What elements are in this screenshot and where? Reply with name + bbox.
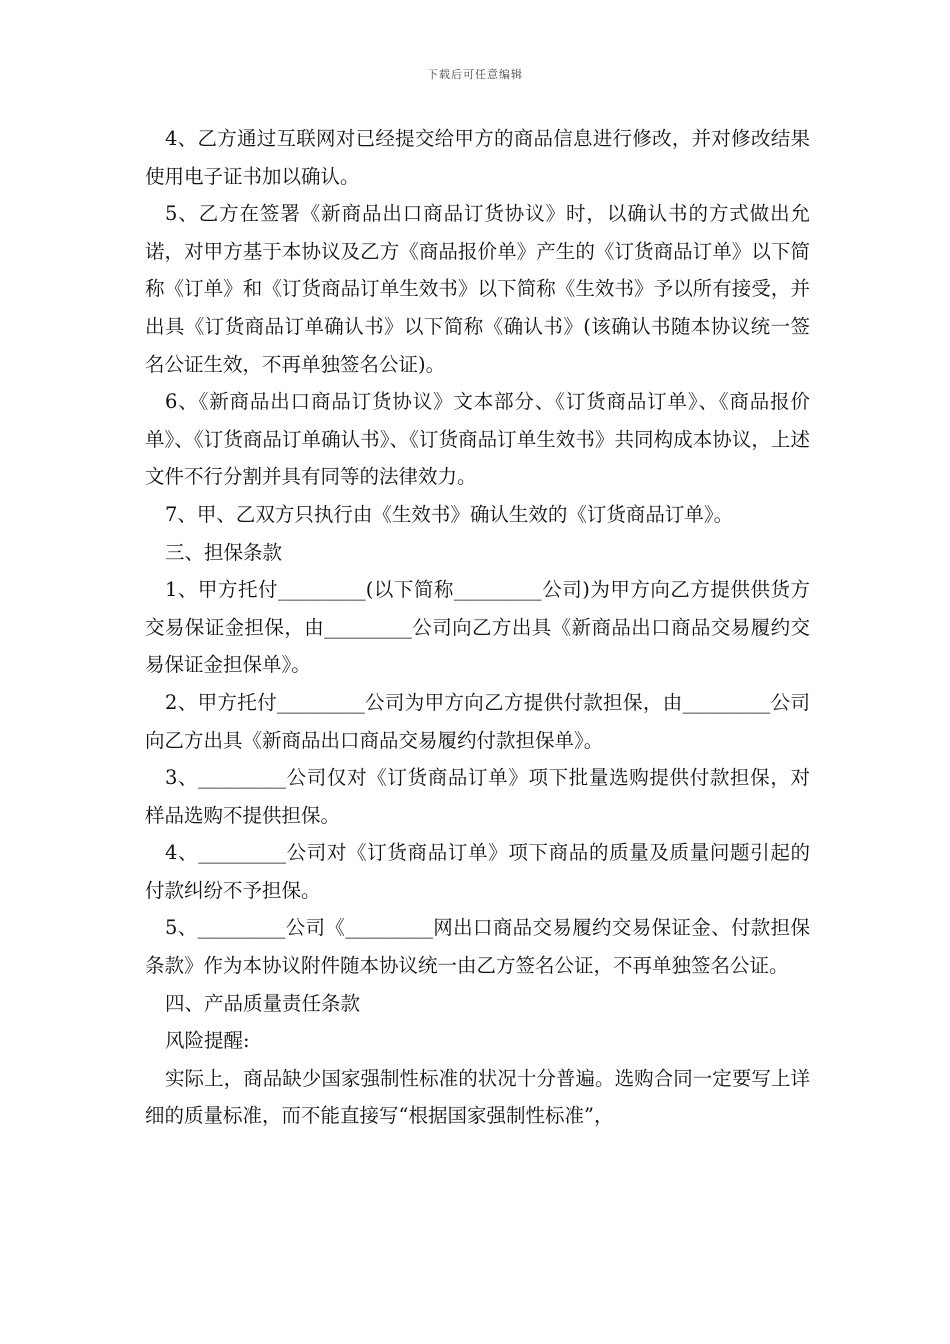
page-header: 下载后可任意编辑: [427, 68, 523, 81]
risk-reminder-label: 风险提醒:: [165, 1029, 250, 1053]
section-heading-quality: 四、产品质量责任条款: [165, 991, 361, 1015]
paragraph-item-4: 4、乙方通过互联网对已经提交给甲方的商品信息进行修改，并对修改结果使用电子证书加以确认。: [145, 127, 810, 188]
paragraph-risk-detail: 实际上，商品缺少国家强制性标准的状况十分普遍。选购合同一定要写上详细的质量标准，而不能直接写“根据国家强制性标准”，: [145, 1066, 810, 1128]
paragraph-guarantee-5: 5、_________公司《_________网出口商品交易履约交易保证金、付款担保条款》作为本协议附件随本协议统一由乙方签名公证，不再单独签名公证。: [145, 916, 810, 978]
section-heading-guarantee: 三、担保条款: [165, 540, 283, 564]
paragraph-guarantee-1: 1、甲方托付_________(以下简称_________公司)为甲方向乙方提供供货方交易保证金担保，由_________公司向乙方出具《新商品出口商品交易履约交易保证金担保单》。: [145, 578, 810, 677]
paragraph-guarantee-4: 4、_________公司对《订货商品订单》项下商品的质量及质量问题引起的付款纠纷不予担保。: [145, 841, 810, 902]
paragraph-guarantee-3: 3、_________公司仅对《订货商品订单》项下批量选购提供付款担保，对样品选购不提供担保。: [145, 766, 810, 827]
paragraph-guarantee-2: 2、甲方托付_________公司为甲方向乙方提供付款担保，由_________公司向乙方出具《新商品出口商品交易履约付款担保单》。: [145, 690, 810, 752]
paragraph-item-5: 5、乙方在签署《新商品出口商品订货协议》时，以确认书的方式做出允诺，对甲方基于本协议及乙方《商品报价单》产生的《订货商品订单》以下简称《订单》和《订货商品订单生效书》以下简称《生效书》予以所有接受，并出具《订货商品订单确认书》以下简称《确认书》(该确认书随本协议统一签名公证生效，不再单独签名公证)。: [145, 202, 810, 376]
paragraph-item-6: 6、《新商品出口商品订货协议》文本部分、《订货商品订单》、《商品报价单》、《订货商品订单确认书》、《订货商品订单生效书》共同构成本协议，上述文件不行分割并具有同等的法律效力。: [145, 390, 810, 489]
paragraph-item-7: 7、甲、乙双方只执行由《生效书》确认生效的《订货商品订单》。: [165, 502, 734, 526]
document-body: [145, 120, 810, 1135]
